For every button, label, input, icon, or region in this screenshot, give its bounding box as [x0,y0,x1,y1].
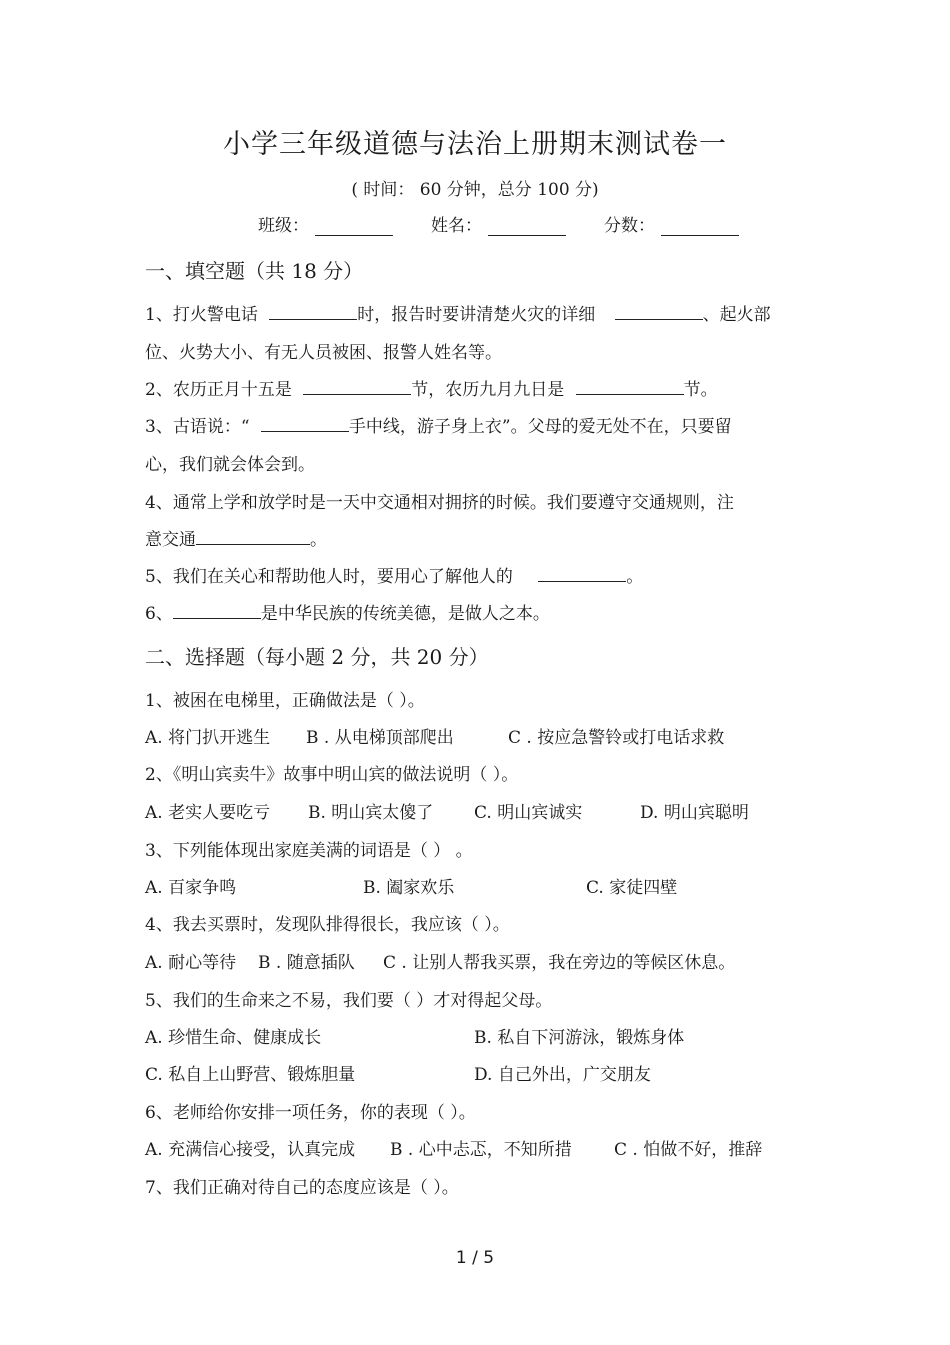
q1-option-a: A. 将门扒开逃生 [145,728,271,748]
q6-blank [173,600,261,619]
score-field [604,211,739,236]
section-fill-blank-heading: 一、填空题（共 18 分） [145,259,364,283]
q1-option-b: B . 从电梯顶部爬出 [306,728,454,748]
score-label: 分数： [604,216,655,236]
q3-text-b: 手中线，游子身上衣”。父母的爱无处不在，只要留 [348,417,732,437]
q3-option-c: C. 家徒四壁 [586,878,678,898]
fill-question-1-cont: 位、火势大小、有无人员被困、报警人姓名等。 [145,343,502,363]
q4-text-c: 。 [310,530,327,550]
q1-blank-1 [269,301,357,320]
score-blank [661,217,739,236]
q1-text-a: 1、打火警电话 [145,305,258,325]
name-label: 姓名： [431,216,482,236]
q3-text-a: 3、古语说：“ [145,417,250,437]
class-field [258,211,393,236]
fill-question-5 [145,562,643,587]
q2-blank-2 [576,376,684,395]
q2-option-c: C. 明山宾诚实 [474,803,583,823]
choice-question-6: 6、老师给你安排一项任务，你的表现（ ）。 [145,1103,476,1123]
q1-option-c: C . 按应急警铃或打电话求救 [508,728,725,748]
class-blank [315,217,393,236]
q2-text-a: 2、农历正月十五是 [145,380,292,400]
q2-option-b: B. 明山宾太傻了 [308,803,434,823]
q5-option-d: D. 自己外出，广交朋友 [474,1065,651,1085]
fill-question-1 [145,300,771,325]
q2-option-a: A. 老实人要吃亏 [145,803,271,823]
q6-text-a: 6、 [145,604,173,624]
q1-text-c: 、起火部 [702,305,771,325]
q4-text-b: 意交通 [145,530,196,550]
page-number: 1 / 5 [455,1248,495,1268]
page-title: 小学三年级道德与法治上册期末测试卷一 [223,129,727,160]
choice-question-7: 7、我们正确对待自己的态度应该是（ ）。 [145,1178,459,1198]
q4-blank [196,526,310,545]
fill-question-6 [145,599,550,624]
q5-text-b: 。 [626,567,644,587]
choice-question-3: 3、下列能体现出家庭美满的词语是（ ） 。 [145,841,473,861]
fill-question-4: 4、通常上学和放学时是一天中交通相对拥挤的时候。我们要遵守交通规则，注 [145,493,734,513]
q6-text-b: 是中华民族的传统美德，是做人之本。 [260,604,550,624]
choice-question-5: 5、我们的生命来之不易，我们要（ ）才对得起父母。 [145,991,553,1011]
q6-option-b: B . 心中忐忑，不知所措 [390,1140,572,1160]
q5-option-c: C. 私自上山野营、锻炼胆量 [145,1065,356,1085]
q5-option-a: A. 珍惜生命、健康成长 [145,1028,322,1048]
q3-blank [261,413,349,432]
q3-option-b: B. 阖家欢乐 [363,878,455,898]
name-field [431,211,566,236]
q4-option-b: B . 随意插队 [258,953,355,973]
fill-question-3 [145,412,732,437]
q4-option-a: A. 耐心等待 [145,953,237,973]
q6-option-a: A. 充满信心接受，认真完成 [145,1140,356,1160]
section-multiple-choice-heading: 二、选择题（每小题 2 分，共 20 分） [145,645,489,669]
fill-question-3-cont: 心，我们就会体会到。 [145,455,315,475]
choice-question-4: 4、我去买票时，发现队排得很长，我应该（ ）。 [145,915,510,935]
q6-option-c: C . 怕做不好，推辞 [614,1140,763,1160]
exam-subtitle: ( 时间： 60 分钟，总分 100 分) [351,180,599,200]
q2-text-c: 节。 [683,380,718,400]
name-blank [488,217,566,236]
q5-option-b: B. 私自下河游泳，锻炼身体 [474,1028,685,1048]
q5-blank [538,563,626,582]
student-info-fields [258,211,818,236]
q2-option-d: D. 明山宾聪明 [640,803,749,823]
class-label: 班级： [258,216,309,236]
q1-blank-2 [615,301,703,320]
q4-option-c: C . 让别人帮我买票，我在旁边的等候区休息。 [383,953,736,973]
fill-question-2 [145,375,718,400]
choice-question-2: 2、《明山宾卖牛》故事中明山宾的做法说明（ ）。 [145,765,519,785]
q1-text-b: 时，报告时要讲清楚火灾的详细 [357,305,596,325]
q2-text-b: 节，农历九月九日是 [411,380,565,400]
q2-blank-1 [303,376,411,395]
q5-text-a: 5、我们在关心和帮助他人时，要用心了解他人的 [145,567,513,587]
choice-question-1: 1、被困在电梯里，正确做法是（ ）。 [145,691,425,711]
fill-question-4-cont [145,525,327,550]
q3-option-a: A. 百家争鸣 [145,878,237,898]
